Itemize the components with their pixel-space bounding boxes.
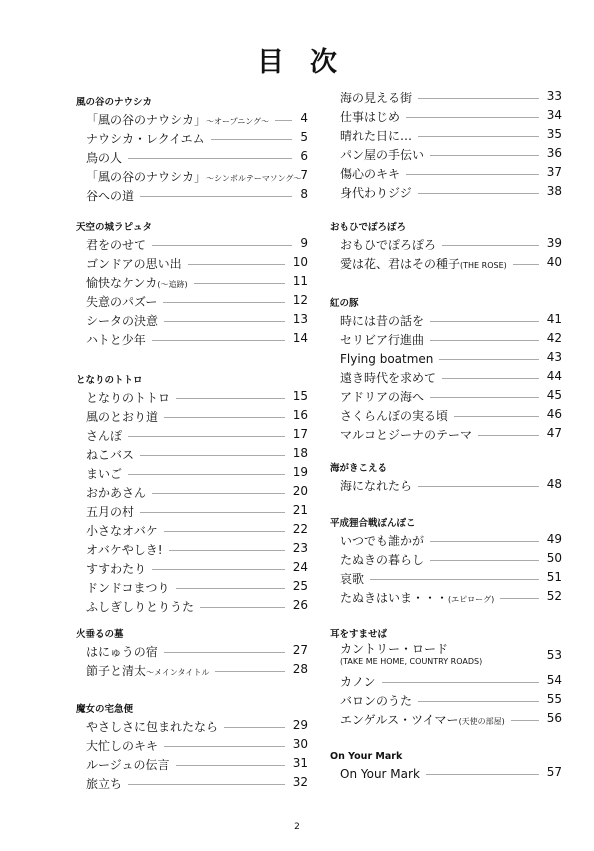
dotted-leader — [511, 720, 539, 721]
dotted-leader — [439, 359, 538, 360]
entry-page-number: 55 — [546, 692, 562, 706]
page-title: 目次 — [257, 47, 363, 78]
entry-title: 海の見える街 — [340, 91, 413, 105]
toc-entry[interactable] — [76, 109, 308, 128]
toc-entry[interactable] — [76, 166, 308, 185]
dotted-leader — [370, 579, 539, 580]
entry-title: ゴンドアの思い出 — [86, 257, 182, 271]
entry-page-number: 18 — [292, 446, 308, 460]
entry-title: おもひでぽろぽろ — [340, 238, 437, 252]
entry-page-number: 16 — [292, 408, 308, 422]
toc-entry[interactable] — [330, 690, 562, 709]
entry-title: はにゅうの宿 — [86, 645, 158, 659]
toc-entry[interactable] — [76, 147, 308, 166]
entry-page-number: 37 — [546, 165, 562, 179]
dotted-leader — [418, 98, 539, 99]
dotted-leader — [215, 671, 284, 672]
entry-title: 節子と清太 — [86, 664, 147, 678]
entry-title: すすわたり — [86, 562, 147, 576]
entry-title: 晴れた日に… — [340, 129, 413, 143]
entry-title: 旅立ち — [86, 777, 123, 791]
entry-page-number: 45 — [546, 388, 562, 402]
entry-page-number: 28 — [292, 662, 308, 676]
entry-title: 「風の谷のナウシカ」 — [86, 113, 207, 127]
entry-page-number: 8 — [300, 187, 308, 201]
dotted-leader — [224, 727, 285, 728]
dotted-leader — [176, 588, 285, 589]
dotted-leader — [128, 436, 285, 437]
entry-title: さくらんぼの実る頃 — [340, 409, 449, 423]
dotted-leader — [152, 493, 285, 494]
entry-title: エンゲルス・ツイマー — [340, 713, 459, 727]
dotted-leader — [140, 455, 285, 456]
entry-page-number: 20 — [292, 484, 308, 498]
entry-page-number: 48 — [546, 477, 562, 491]
toc-entry[interactable] — [330, 641, 562, 671]
entry-title: マルコとジーナのテーマ — [340, 428, 473, 442]
dotted-leader — [163, 302, 284, 303]
entry-subtitle: ～オープニング～ — [206, 117, 270, 126]
entry-page-number: 33 — [546, 89, 562, 103]
entry-page-number: 43 — [546, 350, 562, 364]
toc-entry[interactable] — [330, 763, 562, 782]
entry-page-number: 36 — [546, 146, 562, 160]
entry-page-number: 35 — [546, 127, 562, 141]
toc-entry[interactable] — [76, 425, 308, 444]
toc-entry[interactable] — [76, 539, 308, 558]
entry-title: 谷への道 — [86, 189, 135, 203]
entry-page-number: 50 — [546, 551, 562, 565]
dotted-leader — [500, 598, 538, 599]
entry-subtitle: (TAKE ME HOME, COUNTRY ROADS) — [340, 657, 483, 666]
dotted-leader — [454, 416, 539, 417]
toc-section — [76, 628, 308, 679]
entry-title: 仕事はじめ — [340, 110, 401, 124]
dotted-leader — [200, 607, 285, 608]
dotted-leader — [382, 682, 539, 683]
entry-page-number: 40 — [546, 255, 562, 269]
section-heading: 耳をすませば — [330, 629, 388, 640]
entry-page-number: 23 — [292, 541, 308, 555]
toc-entry[interactable] — [76, 482, 308, 501]
entry-page-number: 11 — [292, 274, 308, 288]
entry-title: いつでも誰かが — [340, 534, 425, 548]
entry-title: 海になれたら — [340, 479, 413, 493]
toc-entry[interactable] — [330, 182, 562, 201]
dotted-leader — [442, 378, 539, 379]
toc-entry[interactable] — [330, 549, 562, 568]
toc-entry[interactable] — [76, 520, 308, 539]
entry-page-number: 12 — [292, 293, 308, 307]
entry-page-number: 19 — [292, 465, 308, 479]
entry-title: 大忙しのキキ — [86, 739, 159, 753]
dotted-leader — [194, 283, 285, 284]
entry-subtitle: (～追跡) — [157, 280, 188, 289]
entry-title: まいご — [86, 467, 123, 481]
toc-entry[interactable] — [330, 253, 562, 272]
toc-entry[interactable] — [330, 568, 562, 587]
dotted-leader — [176, 765, 285, 766]
entry-page-number: 6 — [300, 149, 308, 163]
toc-entry[interactable] — [330, 310, 562, 329]
toc-entry[interactable] — [76, 310, 308, 329]
section-heading: 風の谷のナウシカ — [76, 97, 153, 108]
entry-page-number: 31 — [292, 756, 308, 770]
toc-entry[interactable] — [76, 272, 308, 291]
dotted-leader — [430, 397, 539, 398]
entry-page-number: 42 — [546, 331, 562, 345]
toc-entry[interactable] — [330, 424, 562, 443]
dotted-leader — [275, 120, 292, 121]
toc-entry[interactable] — [76, 660, 308, 679]
entry-page-number: 7 — [300, 168, 308, 182]
dotted-leader — [478, 435, 539, 436]
dotted-leader — [140, 196, 292, 197]
toc-entry[interactable] — [76, 577, 308, 596]
dotted-leader — [128, 158, 292, 159]
entry-page-number: 38 — [546, 184, 562, 198]
entry-title: たぬきの暮らし — [340, 553, 425, 567]
toc-section — [330, 297, 562, 443]
entry-title: 風のとおり道 — [86, 410, 159, 424]
toc-entry[interactable] — [76, 735, 308, 754]
entry-page-number: 57 — [546, 765, 562, 779]
entry-subtitle: (エピローグ) — [448, 595, 495, 604]
entry-page-number: 30 — [292, 737, 308, 751]
toc-entry[interactable] — [330, 405, 562, 424]
section-heading: 平成狸合戦ぽんぽこ — [330, 518, 416, 529]
toc-entry[interactable] — [330, 87, 562, 106]
entry-page-number: 52 — [546, 589, 562, 603]
entry-page-number: 47 — [546, 426, 562, 440]
dotted-leader — [430, 541, 539, 542]
section-heading: On Your Mark — [330, 751, 403, 762]
toc-entry[interactable] — [76, 463, 308, 482]
toc-section — [330, 221, 562, 272]
entry-page-number: 25 — [292, 579, 308, 593]
entry-page-number: 51 — [546, 570, 562, 584]
dotted-leader — [418, 701, 539, 702]
entry-title: ドンドコまつり — [86, 581, 170, 595]
toc-entry[interactable] — [76, 558, 308, 577]
entry-title: On Your Mark — [340, 767, 420, 781]
toc-entry[interactable] — [330, 475, 562, 494]
entry-title: 失意のパズー — [86, 295, 158, 309]
toc-entry[interactable] — [330, 367, 562, 386]
toc-entry[interactable] — [330, 709, 562, 728]
dotted-leader — [164, 652, 285, 653]
entry-title: カノン — [340, 675, 376, 689]
toc-entry[interactable] — [76, 444, 308, 463]
entry-page-number: 17 — [292, 427, 308, 441]
entry-page-number: 22 — [292, 522, 308, 536]
entry-page-number: 26 — [292, 598, 308, 612]
dotted-leader — [164, 746, 285, 747]
section-heading: 海がきこえる — [330, 463, 388, 474]
toc-entry[interactable] — [76, 128, 308, 147]
section-heading: となりのトトロ — [76, 375, 143, 386]
entry-page-number: 56 — [546, 711, 562, 725]
entry-title: おかあさん — [86, 486, 147, 500]
entry-subtitle: ～シンボルテーマソング～ — [206, 174, 302, 183]
entry-page-number: 34 — [546, 108, 562, 122]
toc-entry[interactable] — [330, 106, 562, 125]
dotted-leader — [430, 340, 539, 341]
dotted-leader — [164, 321, 285, 322]
toc-entry[interactable] — [76, 773, 308, 792]
dotted-leader — [169, 550, 285, 551]
entry-page-number: 14 — [292, 331, 308, 345]
dotted-leader — [430, 321, 539, 322]
toc-section — [330, 87, 562, 201]
entry-page-number: 27 — [292, 643, 308, 657]
entry-subtitle: (THE ROSE) — [460, 261, 507, 270]
section-heading: 紅の豚 — [330, 298, 359, 309]
dotted-leader — [152, 245, 292, 246]
toc-entry[interactable] — [76, 329, 308, 348]
entry-title: さんぽ — [86, 429, 123, 443]
dotted-leader — [176, 398, 285, 399]
toc-entry[interactable] — [330, 163, 562, 182]
toc-section — [76, 96, 308, 204]
entry-title: ナウシカ・レクイエム — [86, 132, 205, 146]
toc-entry[interactable] — [76, 291, 308, 310]
dotted-leader — [430, 560, 539, 561]
entry-title: 時には昔の話を — [340, 314, 425, 328]
toc-section — [330, 628, 562, 728]
dotted-leader — [426, 774, 539, 775]
dotted-leader — [418, 486, 539, 487]
dotted-leader — [406, 174, 539, 175]
entry-page-number: 49 — [546, 532, 562, 546]
entry-subtitle: (天使の部屋) — [458, 717, 505, 726]
entry-title: 君をのせて — [86, 238, 147, 252]
entry-title: となりのトトロ — [86, 391, 171, 405]
entry-page-number: 46 — [546, 407, 562, 421]
dotted-leader — [442, 245, 539, 246]
toc-entry[interactable] — [330, 329, 562, 348]
toc-section — [76, 221, 308, 348]
dotted-leader — [164, 417, 285, 418]
dotted-leader — [513, 264, 539, 265]
entry-title: 鳥の人 — [86, 151, 123, 165]
entry-title: 傷心のキキ — [340, 167, 401, 181]
entry-page-number: 15 — [292, 389, 308, 403]
entry-page-number: 44 — [546, 369, 562, 383]
toc-entry[interactable] — [330, 234, 562, 253]
toc-section — [330, 750, 562, 782]
toc-entry[interactable] — [76, 716, 308, 735]
toc-section — [76, 703, 308, 792]
section-heading: 天空の城ラピュタ — [76, 222, 153, 233]
toc-entry[interactable] — [76, 253, 308, 272]
section-heading: 魔女の宅急便 — [76, 704, 134, 715]
toc-entry[interactable] — [330, 671, 562, 690]
toc-entry[interactable] — [330, 348, 562, 367]
entry-title: 小さなオバケ — [86, 524, 158, 538]
entry-page-number: 29 — [292, 718, 308, 732]
entry-title: セリビア行進曲 — [340, 333, 425, 347]
entry-title: オバケやしき! — [86, 543, 163, 557]
dotted-leader — [128, 474, 285, 475]
entry-title: ふしぎしりとりうた — [86, 600, 195, 614]
toc-entry[interactable] — [330, 530, 562, 549]
toc-section — [330, 462, 562, 494]
entry-page-number: 54 — [546, 673, 562, 687]
dotted-leader — [188, 264, 285, 265]
toc-entry[interactable] — [76, 596, 308, 615]
toc-entry[interactable] — [76, 234, 308, 253]
toc-entry[interactable] — [330, 125, 562, 144]
entry-title: 愉快なケンカ — [86, 276, 158, 290]
entry-page-number: 13 — [292, 312, 308, 326]
page-number: 2 — [294, 822, 300, 832]
entry-title: たぬきはいま・・・ — [340, 591, 449, 605]
entry-page-number: 9 — [300, 236, 308, 250]
section-heading: 火垂るの墓 — [76, 629, 124, 640]
entry-subtitle: ～メインタイトル — [146, 668, 210, 677]
entry-title: 身代わりジジ — [340, 186, 412, 200]
entry-title: 遠き時代を求めて — [340, 371, 437, 385]
dotted-leader — [128, 784, 285, 785]
toc-entry[interactable] — [76, 501, 308, 520]
entry-title: アドリアの海へ — [340, 390, 425, 404]
entry-page-number: 5 — [300, 130, 308, 144]
toc-entry[interactable] — [330, 144, 562, 163]
dotted-leader — [418, 136, 539, 137]
toc-entry[interactable] — [330, 587, 562, 606]
entry-page-number: 39 — [546, 236, 562, 250]
toc-entry[interactable] — [76, 406, 308, 425]
entry-title: 「風の谷のナウシカ」 — [86, 170, 207, 184]
entry-title: シータの決意 — [86, 314, 159, 328]
entry-page-number: 10 — [292, 255, 308, 269]
entry-title: ねこバス — [86, 448, 135, 462]
dotted-leader — [418, 193, 539, 194]
dotted-leader — [152, 340, 285, 341]
toc-section — [76, 374, 308, 615]
entry-title: パン屋の手伝い — [340, 148, 425, 162]
entry-page-number: 4 — [300, 111, 308, 125]
entry-page-number: 41 — [546, 312, 562, 326]
entry-title: バロンのうた — [340, 694, 413, 708]
dotted-leader — [430, 155, 539, 156]
dotted-leader — [152, 569, 285, 570]
dotted-leader — [140, 512, 285, 513]
dotted-leader — [406, 117, 539, 118]
dotted-leader — [164, 531, 285, 532]
entry-title: やさしさに包まれたなら — [86, 720, 219, 734]
entry-title: ハトと少年 — [86, 333, 146, 347]
section-heading: おもひでぽろぽろ — [330, 222, 407, 233]
entry-title: 哀歌 — [340, 572, 365, 586]
entry-title: Flying boatmen — [340, 352, 434, 366]
entry-title: カントリー・ロード — [340, 642, 449, 656]
toc-entry[interactable] — [76, 185, 308, 204]
toc-entry[interactable] — [76, 641, 308, 660]
entry-page-number: 32 — [292, 775, 308, 789]
toc-section — [330, 517, 562, 606]
toc-entry[interactable] — [330, 386, 562, 405]
toc-entry[interactable] — [76, 754, 308, 773]
entry-page-number: 21 — [292, 503, 308, 517]
entry-title: 五月の村 — [86, 505, 135, 519]
entry-title: 愛は花、君はその種子 — [340, 257, 461, 271]
entry-title: ルージュの伝言 — [86, 758, 170, 772]
toc-entry[interactable] — [76, 387, 308, 406]
dotted-leader — [211, 139, 293, 140]
entry-page-number: 24 — [292, 560, 308, 574]
entry-page-number: 53 — [546, 648, 562, 662]
